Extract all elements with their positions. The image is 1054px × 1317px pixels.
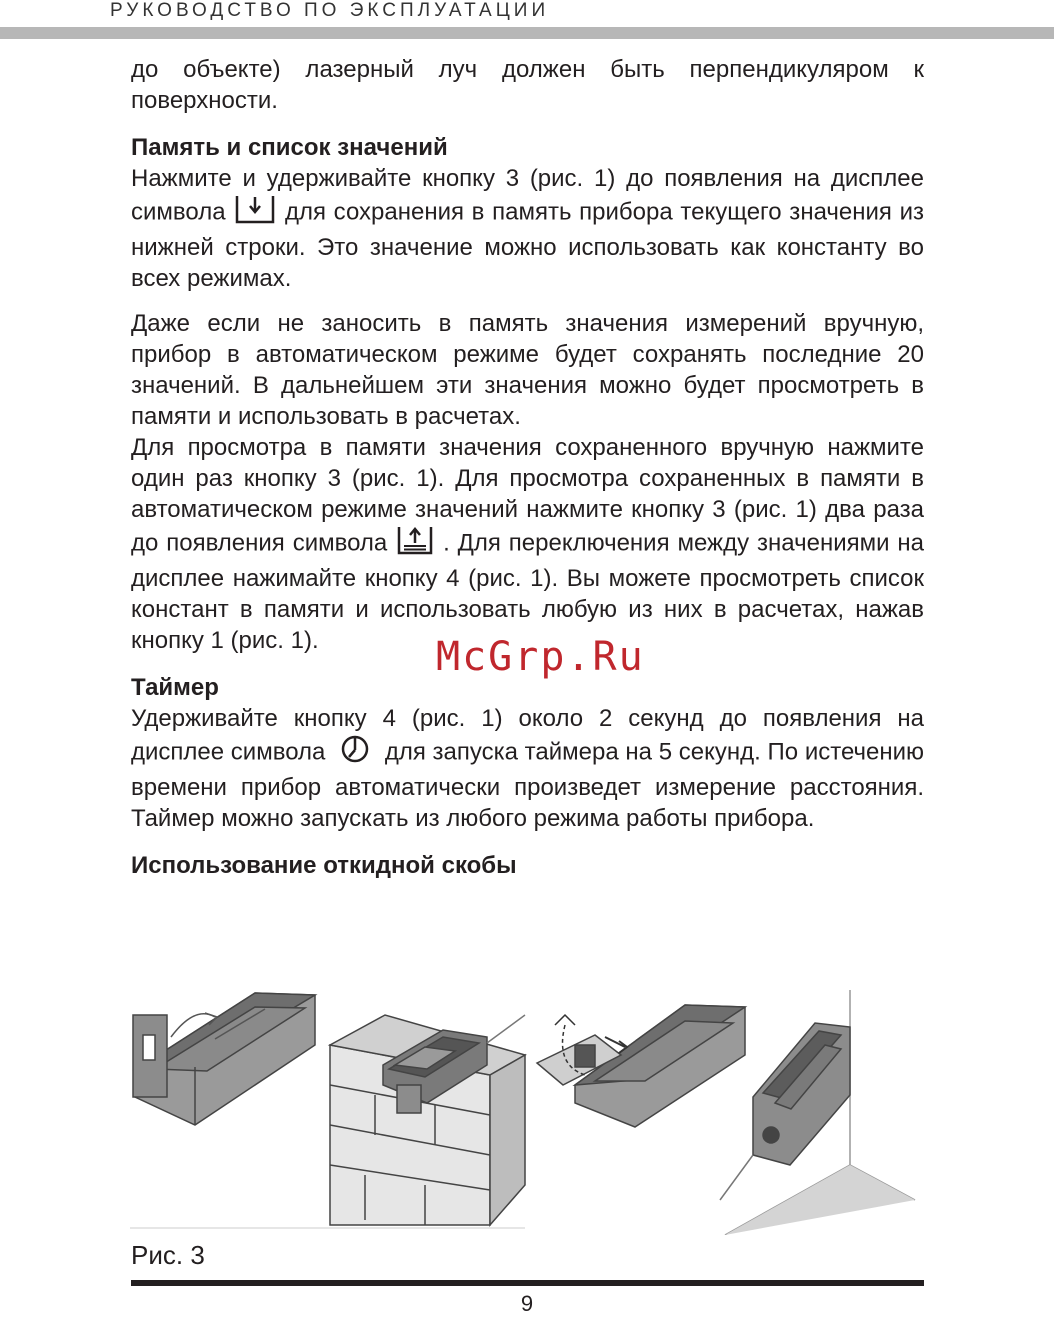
page-body — [131, 54, 924, 881]
timer-text-b: для запуска таймера на 5 секунд. По истечению времени прибор автоматически произведет измерение расстояния. Таймер можно запускать из любого режима работы прибора. — [131, 738, 925, 832]
memory-paragraph-2: Даже если не заносить в память значения измерений вручную, прибор в автоматическом режиме будет сохранять последние 20 значений. В дальнейшем эти значения можно будет просмотреть в памяти и использовать в расчетах. — [131, 310, 924, 430]
memory-list-icon — [395, 525, 435, 563]
intro-paragraph: до объекте) лазерный луч должен быть перпендикуляром к поверхности. — [131, 56, 924, 114]
memory-store-icon — [233, 194, 277, 232]
memory-p1-text-a: Нажмите и удерживайте кнопку 3 (рис. 1) до появления на дисплее символа — [131, 165, 924, 226]
timer-text-a: Удерживайте кнопку 4 (рис. 1) около 2 секунд до появления на дисплее символа — [131, 705, 924, 766]
memory-paragraph-1 — [131, 163, 924, 294]
figure-caption: Рис. 3 — [131, 1240, 205, 1270]
timer-heading: Таймер — [131, 674, 219, 701]
timer-paragraph — [131, 703, 924, 834]
device-bracket-open-illustration — [133, 993, 315, 1125]
device-bracket-rotation-illustration — [537, 1005, 745, 1127]
memory-p3-text-a: Для просмотра в памяти значения сохраненного вручную нажмите один раз кнопку 3 (рис. 1). Для просмотра сохраненных в памяти в автоматическом режиме значений нажмите кнопку 3 (рис. 1) два раза до появления символа — [131, 434, 924, 557]
device-on-brick-wall-illustration — [330, 1015, 525, 1225]
memory-heading: Память и список значений — [131, 134, 448, 161]
header-bar — [0, 27, 1054, 39]
bracket-heading: Использование откидной скобы — [131, 852, 517, 879]
footer-rule — [131, 1280, 924, 1286]
memory-p1-text-b: для сохранения в память прибора текущего значения из нижней строки. Это значение можно использовать как константу во всех режимах. — [131, 198, 925, 292]
device-in-corner-illustration — [720, 990, 915, 1235]
figure-3-illustrations — [125, 985, 925, 1235]
header-title: РУКОВОДСТВО ПО ЭКСПЛУАТАЦИИ — [110, 0, 550, 21]
memory-paragraph-3 — [131, 432, 924, 656]
watermark: McGrp.Ru — [436, 634, 645, 680]
timer-icon — [332, 734, 378, 772]
memory-p3-text-b: . Для переключения между значениями на дисплее нажимайте кнопку 4 (рис. 1). Вы можете просмотреть список констант в памяти и использовать любую из них в расчетах, нажав кнопку 1 (рис. 1). — [131, 529, 925, 654]
page-number: 9 — [520, 1291, 534, 1316]
